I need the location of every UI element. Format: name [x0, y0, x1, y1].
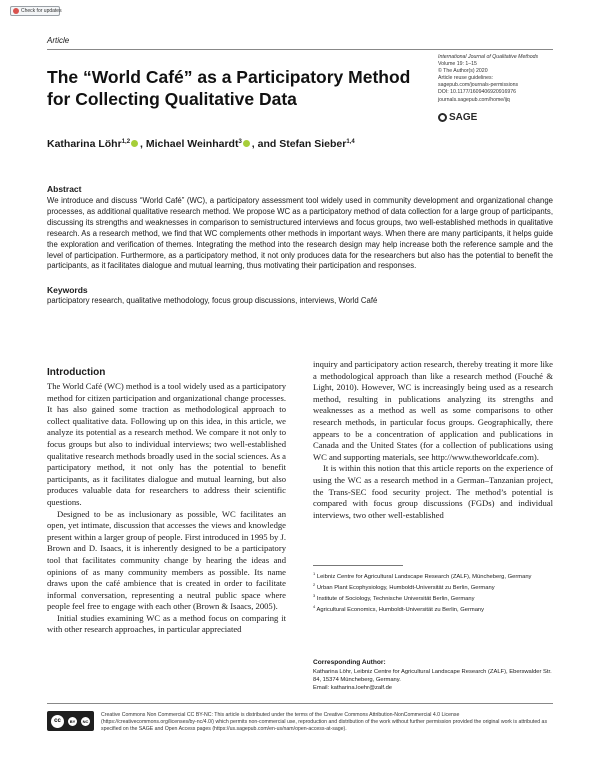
- cc-icon: cc: [51, 715, 64, 728]
- affiliation-footnotes: [313, 570, 553, 614]
- body-paragraph: The World Café (WC) method is a tool widely used as a participatory method for citizen participation and organizational change processes. It has also gained some traction as methodological approach to collect qualitative data. Following up on this idea, in this article, we analyze its potential as a research method. We compare it not only to focus groups but also to individual interviews; two well-established qualitative research methods broadly used in the social sciences. As a participatory method, it not only has the potential to benefit participants, as it facilitates dialogue and mutual learning, but also produces valuable data for researchers to address their scientific questions.: [47, 381, 286, 507]
- article-type-label: Article: [47, 36, 70, 45]
- keywords-text: participatory research, qualitative methodology, focus group discussions, interviews, World Café: [47, 296, 378, 305]
- author-affiliation: 1,4: [346, 139, 355, 145]
- corresponding-author-email[interactable]: Email: katharina.loehr@zalf.de: [313, 685, 393, 692]
- journal-name: International Journal of Qualitative Methods: [438, 54, 539, 60]
- sage-logo: [438, 112, 477, 123]
- abstract-heading: Abstract: [47, 184, 82, 194]
- author-name: Michael Weinhardt: [145, 138, 239, 150]
- footnote-divider: [313, 565, 403, 566]
- cc-license-badge[interactable]: [47, 711, 94, 731]
- left-column: [47, 381, 286, 636]
- right-column: [313, 359, 553, 521]
- author-affiliation: 3: [238, 139, 242, 145]
- footnote-item: $^4$ Agricultural Economics, Humboldt-Universität zu Berlin, Germany: [313, 604, 485, 613]
- check-for-updates-button[interactable]: [10, 6, 60, 16]
- doi-link[interactable]: DOI: 10.1177/1609406920916976: [438, 89, 517, 96]
- footnote-item: $^3$ Institute of Sociology, Technische Universität Berlin, Germany: [313, 593, 475, 602]
- author-list: Katharina Löhr$^{1,2}$ , Michael Weinhardt$^3$ , and Stefan Sieber$^{1,4}$: [47, 138, 355, 150]
- journal-volume: Volume 19: 1–15: [438, 61, 477, 68]
- author-name: Stefan Sieber: [279, 138, 347, 150]
- crossmark-icon: [13, 8, 19, 14]
- body-paragraph: It is within this notion that this article reports on the experience of using the WC as a research method in a German–Tanzanian project, the Trans-SEC food security project. The method’s potential is compared with focus group discussions (FGDs) and individual interviews, two other well-established: [313, 463, 553, 520]
- reuse-guidelines-label: Article reuse guidelines:: [438, 75, 494, 82]
- corresponding-author-address: Katharina Löhr, Leibniz Centre for Agricultural Landscape Research (ZALF), Eberswalder Str. 84, 15374 Müncheberg, Germany.: [313, 669, 552, 684]
- reuse-guidelines-link[interactable]: sagepub.com/journals-permissions: [438, 82, 519, 89]
- orcid-icon[interactable]: [243, 140, 250, 147]
- footnote-item: $^1$ Leibniz Centre for Agricultural Landscape Research (ZALF), Müncheberg, Germany: [313, 571, 532, 580]
- paper-title: The “World Café” as a Participatory Method for Collecting Qualitative Data: [47, 67, 411, 109]
- footnote-item: $^2$ Urban Plant Ecophysiology, Humboldt-Universität zu Berlin, Germany: [313, 582, 495, 591]
- corresponding-author-details: [313, 668, 553, 692]
- orcid-icon[interactable]: [131, 140, 138, 147]
- abstract-text: We introduce and discuss “World Café” (WC), a participatory assessment tool widely used in community development and organizational change processes, as additional qualitative research method. We propose WC as a participatory method of data collection for a large group of participants, discussing its strengths and weaknesses in comparison to semistructured interviews and focus groups, two well-established methods in qualitative research. As a research method, we find that WC complements other methods in important ways. When there are many participants, it helps guide the exploration and verification of themes. Integrating the method into the research design may help increase both the reference sample and the level of participation. Furthermore, as a participatory method, it not only produces data for the researchers but also has the potential to benefit the participants, as it facilitates dialogue and mutual learning, thus motivating their participation and responses.: [47, 196, 553, 271]
- license-text: Creative Commons Non Commercial CC BY-NC: This article is distributed under the terms of the Creative Commons Attribution-NonCommercial 4.0 License (https://creativecommons.org/licenses/by-nc/4.0/) which permits non-commercial use, reproduction and distribution of the work without further permission provided the original work is attributed as specified on the SAGE and Open Access pages (https://us.sagepub.com/en-us/nam/open-access-at-sage).: [101, 712, 548, 733]
- body-paragraph: inquiry and participatory action research, thereby treating it more like a methodological approach than like a research method (Fouché & Light, 2010). However, WC is increasingly being used as a research method, resulting in publications analyzing its strengths and weaknesses as a method as well as some comparisons to other research methods, in particular focus groups. Geographically, there appears to be a concentration of application and publications in Canada and the United States (for a collection of publications using WC and supporting materials, see http://www.theworldcafe.com).: [313, 359, 553, 462]
- copyright-line: © The Author(s) 2020: [438, 68, 488, 75]
- journal-metadata: [438, 54, 568, 104]
- sage-logo-text: SAGE: [449, 112, 478, 123]
- author-affiliation: 1,2: [121, 139, 131, 145]
- check-for-updates-label: Check for updates: [21, 8, 62, 14]
- introduction-heading: Introduction: [47, 367, 106, 378]
- nc-icon: NC: [82, 718, 89, 724]
- footer-divider: [47, 703, 553, 704]
- body-paragraph: Initial studies examining WC as a method focus on comparing it with other research approaches, in particular appreciated: [47, 612, 286, 635]
- sage-logo-icon: [438, 113, 447, 122]
- by-icon: BY: [69, 718, 76, 724]
- journal-url-link[interactable]: journals.sagepub.com/home/ijq: [438, 96, 510, 103]
- top-divider: [47, 49, 553, 50]
- body-paragraph: Designed to be as inclusionary as possible, WC facilitates an open, yet intimate, discussion that accesses the views and knowledge present within a larger group of people. First introduced in 1995 by J. Brown and D. Isaacs, it is inherently designed to be a participatory tool that facilitates community change by hearing the ideas and opinions of as many community members as possible. Its name draws upon the café ambience that is created in order to facilitate informal conversation, representing a neutral public space where people feel free to engage with each other (Brown & Isaacs, 2005).: [47, 508, 286, 612]
- corresponding-author-heading: Corresponding Author:: [313, 659, 386, 666]
- author-name: Katharina Löhr: [47, 138, 122, 150]
- keywords-heading: Keywords: [47, 285, 88, 295]
